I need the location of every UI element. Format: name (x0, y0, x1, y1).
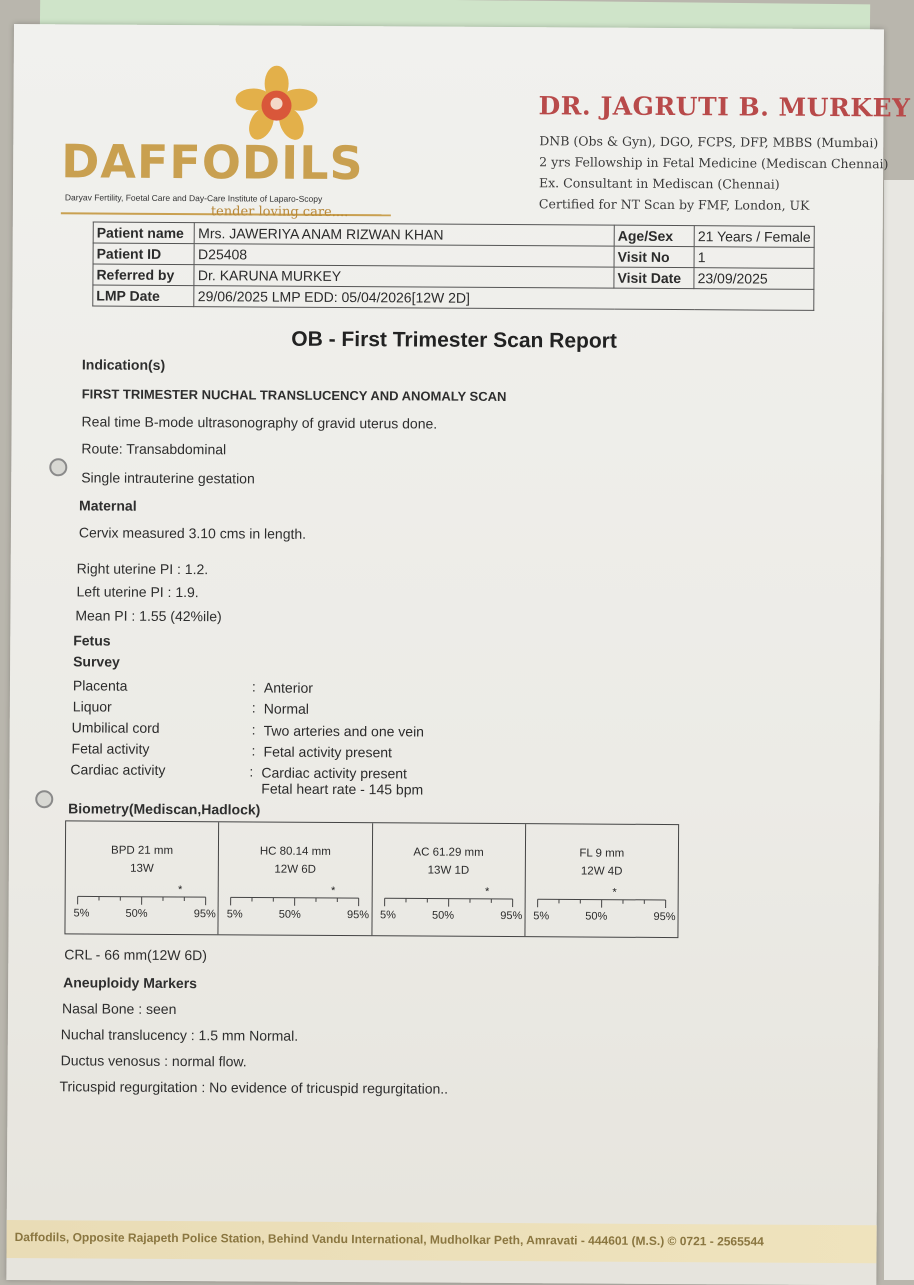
right-page-edge (884, 180, 914, 1280)
footer-address: Daffodils, Opposite Rajapeth Police Station, Behind Vandu International, Mudholkar Peth, Amravati - 444601 (M.S.) © 0721 - 2565544 (15, 1230, 764, 1249)
percentile-95-label: 95% (653, 911, 675, 923)
biometry-grid (64, 820, 679, 938)
brand-subtitle: Daryav Fertility, Foetal Care and Day-Care Institute of Laparo-Scopy (65, 192, 322, 204)
patient-details-table (92, 221, 815, 310)
patient-id-value: D25408 (195, 244, 615, 268)
biometry-label-group (66, 841, 218, 878)
percentile-5-label: 5% (227, 908, 243, 920)
survey-key: Placenta (73, 677, 128, 693)
doctor-qualification: Ex. Consultant in Mediscan (Chennai) (539, 175, 780, 191)
biometry-label-group (219, 842, 371, 879)
age-sex-value: 21 Years / Female (694, 226, 814, 248)
patient-name-label: Patient name (93, 222, 195, 244)
survey-value: Two arteries and one vein (264, 723, 424, 740)
biometry-ga: 13W (66, 859, 218, 878)
percentile-50-label: 50% (279, 909, 301, 921)
percentile-5-label: 5% (533, 910, 549, 922)
crl-text: CRL - 66 mm(12W 6D) (64, 946, 207, 963)
survey-key: Cardiac activity (70, 761, 165, 778)
table-row (93, 285, 814, 310)
percentile-5-label: 5% (380, 909, 396, 921)
percentile-scale (219, 877, 372, 908)
visit-date-value: 23/09/2025 (694, 268, 814, 290)
survey-colon: : (252, 721, 256, 737)
nasal-bone-text: Nasal Bone : seen (62, 1000, 177, 1017)
biometry-measure: AC 61.29 mm (372, 843, 524, 862)
lmp-date-label: LMP Date (93, 285, 195, 307)
visit-no-label: Visit No (614, 246, 694, 267)
indication-text: FIRST TRIMESTER NUCHAL TRANSLUCENCY AND ANOMALY SCAN (82, 386, 507, 404)
doctor-name: DR. JAGRUTI B. MURKEY (538, 91, 910, 122)
survey-value: Fetal activity present (264, 744, 392, 761)
survey-value: Cardiac activity present (261, 765, 407, 782)
mean-pi: Mean PI : 1.55 (42%ile) (75, 607, 221, 624)
lmp-date-value: 29/06/2025 LMP EDD: 05/04/2026[12W 2D] (194, 286, 814, 311)
punch-hole (35, 790, 53, 808)
survey-colon: : (252, 699, 256, 715)
referred-by-label: Referred by (93, 264, 195, 286)
biometry-measure: FL 9 mm (526, 844, 678, 863)
nuchal-translucency-text: Nuchal translucency : 1.5 mm Normal. (61, 1026, 298, 1043)
report-page (6, 24, 884, 1285)
percentile-scale (525, 879, 678, 910)
visit-no-value: 1 (694, 247, 814, 269)
biometry-label-group (526, 844, 678, 881)
address-footer (6, 1220, 876, 1263)
doctor-qualification: 2 yrs Fellowship in Fetal Medicine (Mediscan Chennai) (539, 154, 888, 171)
procedure-text: Real time B-mode ultrasonography of gravid uterus done. (82, 413, 438, 431)
punch-hole (49, 458, 67, 476)
biometry-cell-hc (219, 822, 373, 935)
biometry-cell-ac (372, 823, 526, 936)
ductus-venosus-text: Ductus venosus : normal flow. (61, 1052, 247, 1069)
survey-key: Liquor (73, 698, 112, 714)
gestation-text: Single intrauterine gestation (81, 469, 255, 486)
biometry-label-group (372, 843, 524, 880)
percentile-marker: * (331, 885, 336, 897)
percentile-50-label: 50% (432, 910, 454, 922)
left-uterine-pi: Left uterine PI : 1.9. (76, 583, 198, 600)
percentile-marker: * (612, 887, 617, 899)
biometry-cell-bpd (65, 821, 219, 934)
survey-value: Normal (264, 701, 309, 717)
report-title: OB - First Trimester Scan Report (12, 326, 882, 355)
percentile-marker: * (178, 884, 183, 896)
survey-key: Umbilical cord (72, 719, 160, 736)
survey-value: Anterior (264, 680, 313, 696)
percentile-scale (372, 878, 525, 909)
patient-name-value: Mrs. JAWERIYA ANAM RIZWAN KHAN (195, 223, 615, 247)
visit-date-label: Visit Date (614, 267, 694, 288)
survey-key: Fetal activity (72, 740, 150, 756)
biometry-measure: BPD 21 mm (66, 841, 218, 860)
daffodil-flower-icon (231, 65, 321, 146)
biometry-measure: HC 80.14 mm (219, 842, 371, 861)
survey-colon: : (252, 678, 256, 694)
survey-colon: : (252, 742, 256, 758)
survey-colon: : (249, 763, 253, 779)
fetus-heading: Fetus (73, 632, 110, 648)
patient-id-label: Patient ID (93, 243, 195, 265)
percentile-5-label: 5% (74, 907, 90, 919)
cervix-text: Cervix measured 3.10 cms in length. (79, 524, 306, 541)
age-sex-label: Age/Sex (614, 225, 694, 246)
percentile-95-label: 95% (347, 909, 369, 921)
biometry-ga: 13W 1D (372, 861, 524, 880)
doctor-qualification: DNB (Obs & Gyn), DGO, FCPS, DFP, MBBS (Mumbai) (539, 133, 878, 150)
fetal-heart-rate: Fetal heart rate - 145 bpm (261, 781, 423, 798)
aneuploidy-heading: Aneuploidy Markers (63, 974, 197, 991)
right-uterine-pi: Right uterine PI : 1.2. (77, 560, 209, 577)
survey-heading: Survey (73, 653, 120, 669)
route-text: Route: Transabdominal (81, 440, 226, 457)
indication-heading: Indication(s) (82, 356, 165, 373)
brand-tagline: tender loving care.... (211, 204, 349, 220)
biometry-heading: Biometry(Mediscan,Hadlock) (68, 800, 260, 817)
percentile-50-label: 50% (126, 908, 148, 920)
clinic-logo (61, 64, 382, 226)
biometry-ga: 12W 4D (526, 862, 678, 881)
referred-by-value: Dr. KARUNA MURKEY (194, 265, 614, 289)
percentile-marker: * (484, 886, 489, 898)
biometry-ga: 12W 6D (219, 860, 371, 879)
percentile-95-label: 95% (194, 908, 216, 920)
maternal-heading: Maternal (79, 497, 137, 513)
percentile-95-label: 95% (500, 910, 522, 922)
doctor-qualification: Certified for NT Scan by FMF, London, UK (539, 196, 810, 213)
percentile-50-label: 50% (585, 911, 607, 923)
brand-name: DAFFODILS (61, 134, 364, 190)
percentile-scale (66, 876, 219, 907)
biometry-cell-fl (525, 824, 678, 937)
tricuspid-text: Tricuspid regurgitation : No evidence of tricuspid regurgitation.. (59, 1078, 448, 1096)
